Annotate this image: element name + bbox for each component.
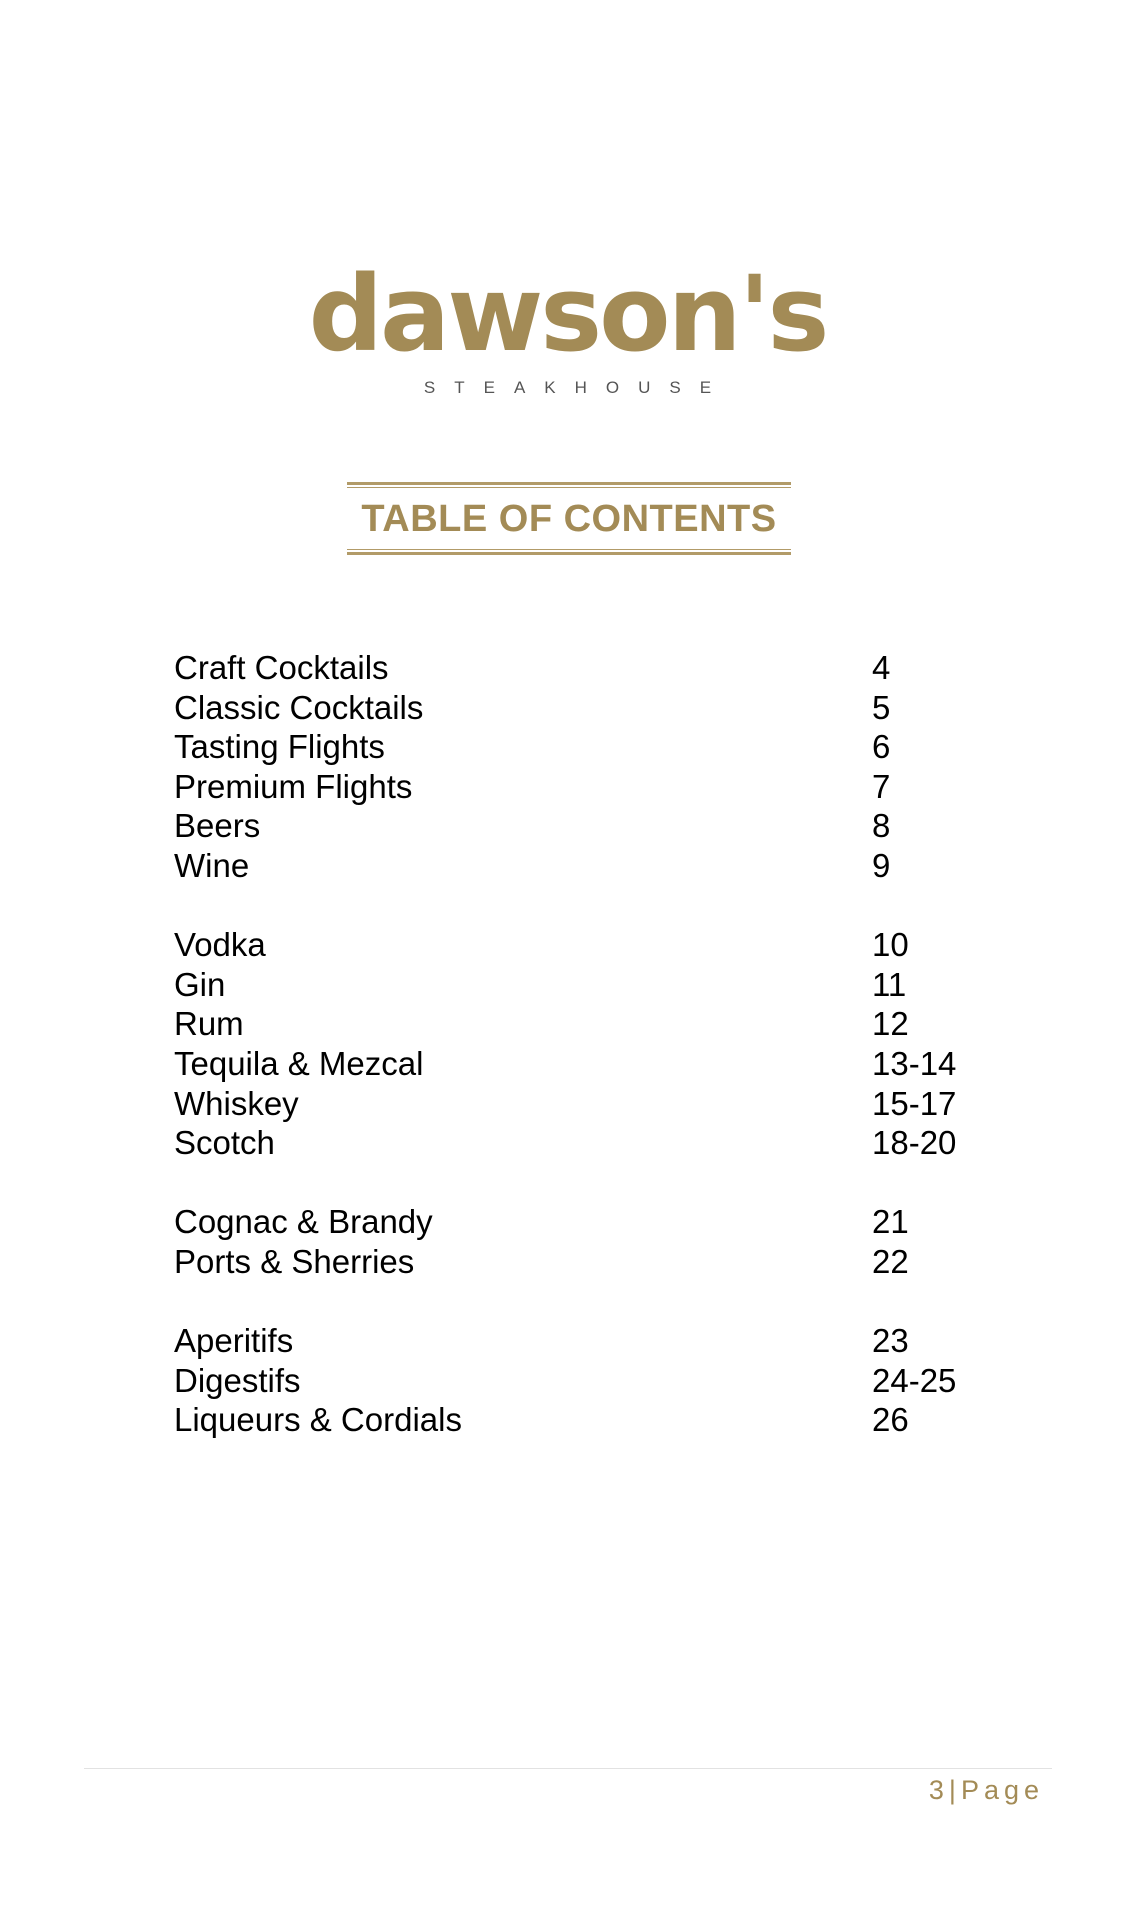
footer-page-number: 3 <box>928 1775 949 1805</box>
toc-heading-block <box>347 482 791 555</box>
toc-entry-label: Ports & Sherries <box>174 1242 415 1280</box>
toc-entry-page: 13-14 <box>872 1044 957 1082</box>
toc-entry-label: Beers <box>174 807 261 845</box>
toc-entry-label: Craft Cocktails <box>174 649 389 686</box>
toc-entry-page: 15-17 <box>872 1084 957 1122</box>
toc-entry[interactable] <box>174 925 994 965</box>
toc-entry-label: Gin <box>174 965 226 1003</box>
heading-top-rule <box>347 482 791 485</box>
table-of-contents <box>174 648 994 1440</box>
toc-entry-page: 24-25 <box>872 1361 957 1399</box>
toc-entry-page: 11 <box>872 965 907 1003</box>
toc-entry-label: Rum <box>174 1005 244 1043</box>
toc-entry-label: Premium Flights <box>174 767 413 805</box>
toc-entry[interactable] <box>174 965 994 1005</box>
heading-bottom-rule <box>347 552 791 555</box>
dawsons-logo <box>0 253 1135 398</box>
toc-entry-label: Tasting Flights <box>174 728 385 766</box>
toc-entry-label: Aperitifs <box>174 1322 294 1360</box>
toc-entry-label: Whiskey <box>174 1084 299 1122</box>
toc-entry[interactable] <box>174 846 994 886</box>
toc-entry[interactable] <box>174 1044 994 1084</box>
toc-entry-label: Vodka <box>174 926 266 964</box>
toc-entry-label: Liqueurs & Cordials <box>174 1401 462 1439</box>
toc-entry-page: 12 <box>872 1005 909 1043</box>
toc-entry-page: 23 <box>872 1322 909 1360</box>
toc-entry-label: Digestifs <box>174 1361 301 1399</box>
toc-entry-page: 5 <box>872 688 891 726</box>
page-footer <box>929 1772 1044 1808</box>
toc-entry-label: Tequila & Mezcal <box>174 1044 424 1082</box>
footer-separator: | <box>948 1775 961 1805</box>
toc-entry-page: 7 <box>872 767 891 805</box>
toc-entry[interactable] <box>174 1400 994 1440</box>
toc-entry[interactable] <box>174 1361 994 1401</box>
toc-entry-label: Classic Cocktails <box>174 688 424 726</box>
toc-entry[interactable] <box>174 688 994 728</box>
toc-entry-page: 6 <box>872 728 891 766</box>
toc-entry[interactable] <box>174 806 994 846</box>
toc-entry-page: 26 <box>872 1401 909 1439</box>
toc-entry[interactable] <box>174 1202 994 1242</box>
toc-entry[interactable] <box>174 1084 994 1124</box>
toc-entry[interactable] <box>174 727 994 767</box>
toc-entry[interactable] <box>174 1321 994 1361</box>
toc-entry[interactable] <box>174 1123 994 1163</box>
toc-entry[interactable] <box>174 767 994 807</box>
toc-entry-page: 18-20 <box>872 1124 957 1162</box>
toc-entry-label: Scotch <box>174 1124 275 1162</box>
toc-entry-page: 10 <box>872 926 909 964</box>
toc-entry-page: 4 <box>872 649 891 686</box>
toc-entry-page: 21 <box>872 1203 909 1241</box>
toc-entry-label: Cognac & Brandy <box>174 1203 433 1241</box>
heading-bottom-rule-thin <box>347 549 791 550</box>
logo-wordmark: dawson's <box>308 253 827 375</box>
toc-entry-page: 22 <box>872 1242 909 1280</box>
toc-entry-page: 9 <box>872 846 891 884</box>
footer-page-word: Page <box>960 1775 1044 1805</box>
toc-entry-page: 8 <box>872 807 891 845</box>
page-title: TABLE OF CONTENTS <box>361 498 777 540</box>
toc-entry[interactable] <box>174 648 994 688</box>
toc-entry[interactable] <box>174 1004 994 1044</box>
footer-divider <box>84 1768 1052 1769</box>
logo-subtitle: STEAKHOUSE <box>423 378 731 397</box>
toc-entry[interactable] <box>174 1242 994 1282</box>
toc-entry-label: Wine <box>174 846 250 884</box>
